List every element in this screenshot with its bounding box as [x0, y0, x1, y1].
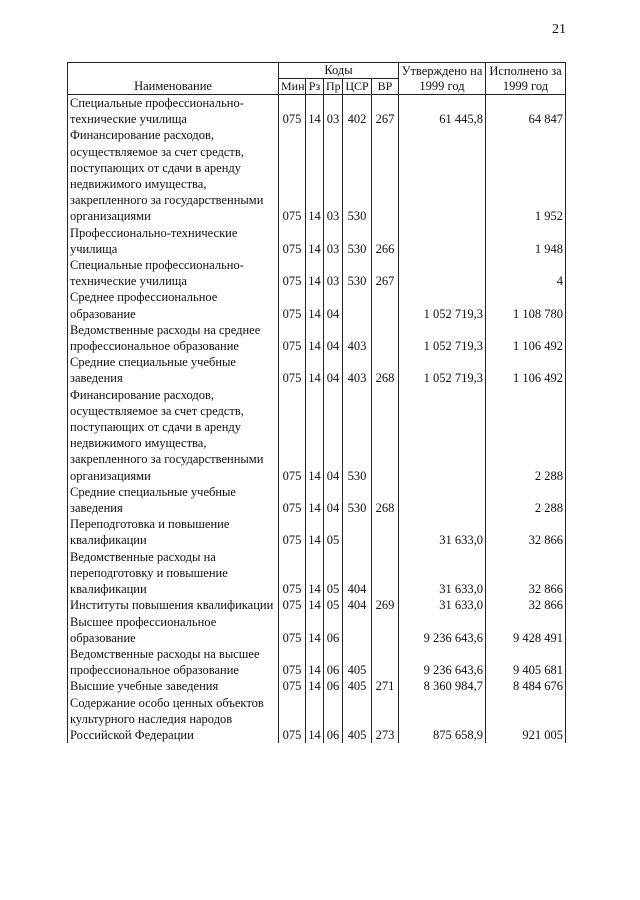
- table-row: [68, 387, 566, 484]
- row-name: Переподготовка и повышение квалификации: [68, 516, 279, 548]
- row-name: Средние специальные учебные заведения: [68, 354, 279, 386]
- row-approved: [399, 225, 486, 257]
- table-row: [68, 614, 566, 646]
- table-row: [68, 646, 566, 678]
- row-code-pr: 03: [324, 127, 343, 224]
- row-code-min: 075: [279, 387, 306, 484]
- row-code-vr: 273: [372, 695, 399, 744]
- row-code-min: 075: [279, 322, 306, 354]
- row-code-csr: 402: [343, 95, 372, 128]
- table-row: [68, 695, 566, 744]
- row-code-vr: [372, 646, 399, 678]
- header-executed: Исполнено за 1999 год: [486, 63, 566, 95]
- row-code-min: 075: [279, 95, 306, 128]
- row-code-min: 075: [279, 127, 306, 224]
- row-code-pr: 03: [324, 225, 343, 257]
- table-row: [68, 516, 566, 548]
- row-name: Высшие учебные заведения: [68, 678, 279, 694]
- row-code-min: 075: [279, 597, 306, 613]
- row-executed: 1 106 492: [486, 322, 566, 354]
- row-code-pr: 06: [324, 678, 343, 694]
- row-executed: 8 484 676: [486, 678, 566, 694]
- row-code-min: 075: [279, 678, 306, 694]
- row-approved: [399, 257, 486, 289]
- row-code-rz: 14: [306, 646, 324, 678]
- row-code-rz: 14: [306, 257, 324, 289]
- row-code-pr: 05: [324, 597, 343, 613]
- row-code-vr: [372, 614, 399, 646]
- row-code-pr: 04: [324, 289, 343, 321]
- row-code-vr: [372, 322, 399, 354]
- row-executed: 32 866: [486, 597, 566, 613]
- row-code-vr: [372, 516, 399, 548]
- row-code-csr: 405: [343, 646, 372, 678]
- row-code-rz: 14: [306, 289, 324, 321]
- header-rz: Рз: [306, 79, 324, 95]
- row-code-rz: 14: [306, 127, 324, 224]
- row-name: Финансирование расходов, осуществляемое за счет средств, поступающих от сдачи в аренду недвижимого имущества, закрепленного за государственными организациями: [68, 127, 279, 224]
- table-row: [68, 678, 566, 694]
- row-code-rz: 14: [306, 387, 324, 484]
- row-code-vr: [372, 289, 399, 321]
- row-code-csr: 405: [343, 695, 372, 744]
- row-code-min: 075: [279, 289, 306, 321]
- budget-table: [67, 62, 566, 743]
- row-code-csr: [343, 516, 372, 548]
- row-code-vr: 268: [372, 354, 399, 386]
- row-executed: 1 952: [486, 127, 566, 224]
- row-code-rz: 14: [306, 95, 324, 128]
- row-code-rz: 14: [306, 322, 324, 354]
- row-code-min: 075: [279, 695, 306, 744]
- row-code-csr: 530: [343, 257, 372, 289]
- row-executed: 1 108 780: [486, 289, 566, 321]
- row-code-csr: 530: [343, 387, 372, 484]
- row-code-vr: 269: [372, 597, 399, 613]
- page-number: 21: [552, 22, 566, 37]
- row-approved: [399, 387, 486, 484]
- header-pr: Пр: [324, 79, 343, 95]
- row-executed: 1 106 492: [486, 354, 566, 386]
- row-code-rz: 14: [306, 225, 324, 257]
- row-executed: 32 866: [486, 516, 566, 548]
- row-code-vr: 271: [372, 678, 399, 694]
- row-code-pr: 03: [324, 95, 343, 128]
- row-code-csr: [343, 614, 372, 646]
- table-row: [68, 322, 566, 354]
- table-row: [68, 354, 566, 386]
- row-code-csr: 405: [343, 678, 372, 694]
- row-executed: 32 866: [486, 549, 566, 598]
- row-approved: 1 052 719,3: [399, 354, 486, 386]
- row-approved: 8 360 984,7: [399, 678, 486, 694]
- row-code-pr: 04: [324, 484, 343, 516]
- row-code-rz: 14: [306, 678, 324, 694]
- row-name: Финансирование расходов, осуществляемое за счет средств, поступающих от сдачи в аренду недвижимого имущества, закрепленного за государственными организациями: [68, 387, 279, 484]
- row-code-min: 075: [279, 646, 306, 678]
- row-code-min: 075: [279, 484, 306, 516]
- row-code-rz: 14: [306, 695, 324, 744]
- row-code-pr: 06: [324, 614, 343, 646]
- table-row: [68, 95, 566, 128]
- row-name: Институты повышения квалификации: [68, 597, 279, 613]
- row-code-csr: 530: [343, 127, 372, 224]
- row-code-csr: 403: [343, 322, 372, 354]
- row-approved: 31 633,0: [399, 549, 486, 598]
- row-name: Специальные профессионально-технические училища: [68, 95, 279, 128]
- row-approved: 9 236 643,6: [399, 614, 486, 646]
- row-name: Ведомственные расходы на переподготовку и повышение квалификации: [68, 549, 279, 598]
- row-code-csr: [343, 289, 372, 321]
- row-code-csr: 530: [343, 225, 372, 257]
- row-code-rz: 14: [306, 597, 324, 613]
- row-approved: [399, 484, 486, 516]
- row-code-csr: 404: [343, 597, 372, 613]
- row-code-pr: 05: [324, 549, 343, 598]
- header-vr: ВР: [372, 79, 399, 95]
- table-row: [68, 289, 566, 321]
- row-name: Ведомственные расходы на высшее профессиональное образование: [68, 646, 279, 678]
- row-code-vr: 267: [372, 95, 399, 128]
- header-codes: Коды: [279, 63, 399, 79]
- header-csr: ЦСР: [343, 79, 372, 95]
- row-code-vr: 266: [372, 225, 399, 257]
- row-code-min: 075: [279, 614, 306, 646]
- row-code-min: 075: [279, 257, 306, 289]
- row-name: Содержание особо ценных объектов культурного наследия народов Российской Федерации: [68, 695, 279, 744]
- row-approved: 31 633,0: [399, 516, 486, 548]
- row-code-min: 075: [279, 549, 306, 598]
- row-approved: 61 445,8: [399, 95, 486, 128]
- row-code-rz: 14: [306, 484, 324, 516]
- row-approved: [399, 127, 486, 224]
- row-code-rz: 14: [306, 549, 324, 598]
- row-code-pr: 06: [324, 695, 343, 744]
- row-code-pr: 05: [324, 516, 343, 548]
- row-code-rz: 14: [306, 516, 324, 548]
- row-code-min: 075: [279, 516, 306, 548]
- row-code-pr: 04: [324, 354, 343, 386]
- row-name: Специальные профессионально-технические училища: [68, 257, 279, 289]
- table-header: [68, 63, 566, 95]
- row-code-vr: [372, 127, 399, 224]
- row-code-vr: [372, 549, 399, 598]
- header-min: Мин: [279, 79, 306, 95]
- row-name: Ведомственные расходы на среднее профессиональное образование: [68, 322, 279, 354]
- row-code-csr: 404: [343, 549, 372, 598]
- row-code-csr: 530: [343, 484, 372, 516]
- row-code-rz: 14: [306, 614, 324, 646]
- row-executed: 2 288: [486, 387, 566, 484]
- row-code-pr: 03: [324, 257, 343, 289]
- row-executed: 9 428 491: [486, 614, 566, 646]
- table-row: [68, 225, 566, 257]
- row-code-pr: 04: [324, 322, 343, 354]
- row-name: Средние специальные учебные заведения: [68, 484, 279, 516]
- table-row: [68, 597, 566, 613]
- row-approved: 31 633,0: [399, 597, 486, 613]
- row-name: Профессионально-технические училища: [68, 225, 279, 257]
- row-code-pr: 04: [324, 387, 343, 484]
- row-code-pr: 06: [324, 646, 343, 678]
- row-name: Среднее профессиональное образование: [68, 289, 279, 321]
- row-code-min: 075: [279, 354, 306, 386]
- row-executed: 4: [486, 257, 566, 289]
- row-executed: 9 405 681: [486, 646, 566, 678]
- row-code-vr: 268: [372, 484, 399, 516]
- row-code-rz: 14: [306, 354, 324, 386]
- table-row: [68, 127, 566, 224]
- table-row: [68, 549, 566, 598]
- row-executed: 1 948: [486, 225, 566, 257]
- row-code-vr: [372, 387, 399, 484]
- table-row: [68, 484, 566, 516]
- row-executed: 2 288: [486, 484, 566, 516]
- row-code-csr: 403: [343, 354, 372, 386]
- row-code-min: 075: [279, 225, 306, 257]
- row-approved: 1 052 719,3: [399, 289, 486, 321]
- table-body: [68, 95, 566, 744]
- row-executed: 921 005: [486, 695, 566, 744]
- row-executed: 64 847: [486, 95, 566, 128]
- row-approved: 9 236 643,6: [399, 646, 486, 678]
- row-approved: 875 658,9: [399, 695, 486, 744]
- table-row: [68, 257, 566, 289]
- header-approved: Утверждено на 1999 год: [399, 63, 486, 95]
- row-approved: 1 052 719,3: [399, 322, 486, 354]
- row-name: Высшее профессиональное образование: [68, 614, 279, 646]
- header-name: Наименование: [68, 63, 279, 95]
- row-code-vr: 267: [372, 257, 399, 289]
